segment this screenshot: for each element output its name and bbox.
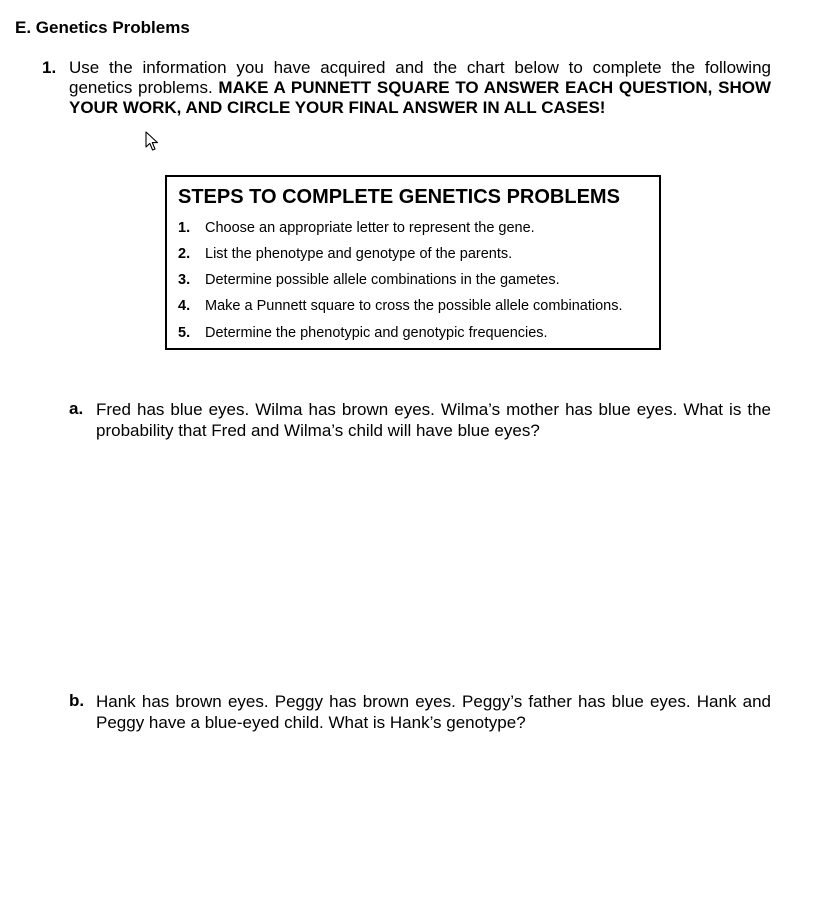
step-item [178,298,623,314]
subquestion-letter: b. [69,691,85,710]
step-item [178,325,548,341]
subquestion-text: Fred has blue eyes. Wilma has brown eyes. Wilma’s mother has blue eyes. What is the probability that Fred and Wilma’s child will have blue eyes? [96,400,771,440]
step-text: List the phenotype and genotype of the parents. [205,246,513,262]
step-text: Make a Punnett square to cross the possible allele combinations. [205,298,623,314]
step-text: Choose an appropriate letter to represent the gene. [205,220,535,236]
mouse-pointer-icon [145,131,161,152]
question-text-plain: Use the information you have acquired and the chart below to complete the following genetics problems. [69,58,771,97]
step-number: 3. [178,272,191,288]
step-number: 1. [178,220,191,236]
step-text: Determine the phenotypic and genotypic frequencies. [205,325,548,341]
step-text: Determine possible allele combinations in the gametes. [205,272,560,288]
steps-title: STEPS TO COMPLETE GENETICS PROBLEMS [178,186,620,208]
question-text-bold: MAKE A PUNNETT SQUARE TO ANSWER EACH QUESTION, SHOW YOUR WORK, AND CIRCLE YOUR FINAL ANSWER IN ALL CASES! [69,78,772,117]
step-number: 2. [178,246,191,262]
step-item [178,220,535,236]
question-number: 1. [42,58,57,77]
subquestion-text: Hank has brown eyes. Peggy has brown eyes. Peggy’s father has blue eyes. Hank and Peggy have a blue-eyed child. What is Hank’s genotype? [96,692,771,732]
steps-box [165,175,661,350]
step-item [178,272,560,288]
step-item [178,246,512,262]
question-text [69,58,771,118]
subquestion-letter: a. [69,399,84,418]
section-heading: E. Genetics Problems [15,18,190,37]
step-number: 5. [178,325,191,341]
step-number: 4. [178,298,191,314]
